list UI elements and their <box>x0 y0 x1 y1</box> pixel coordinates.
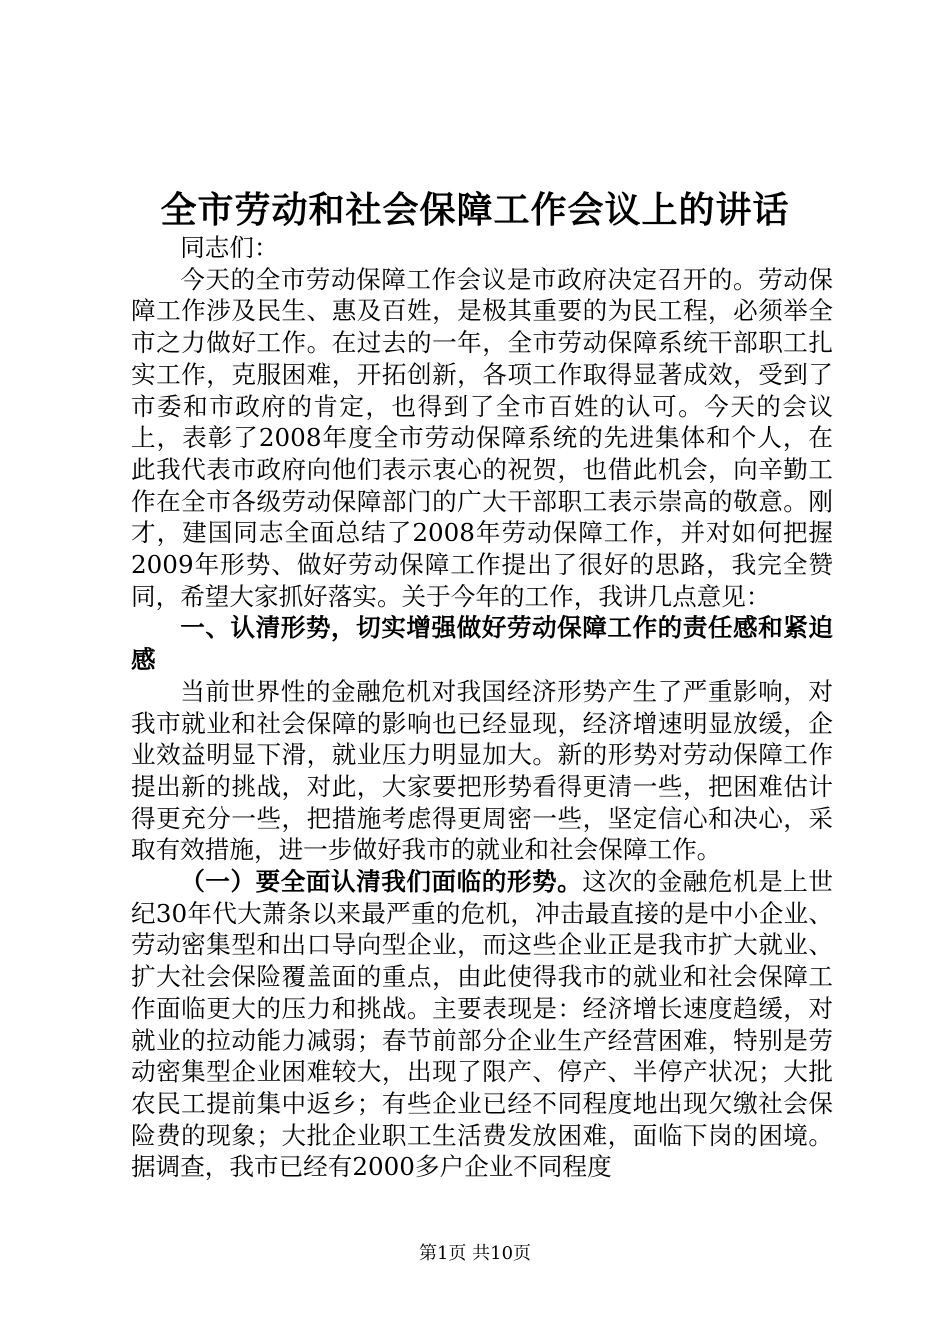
section-heading-1: 一、认清形势，切实增强做好劳动保障工作的责任感和紧迫感 <box>131 613 833 675</box>
document-title: 全市劳动和社会保障工作会议上的讲话 <box>160 189 790 231</box>
paragraph-subsection-1 <box>131 866 833 1183</box>
subsection-text: 这次的金融危机是上世纪30年代大萧条以来最严重的危机，冲击最直接的是中小企业、劳动密集型和出口导向型企业，而这些企业正是我市扩大就业、扩大社会保险覆盖面的重点，由此使得我市的就业和社会保障工作面临更大的压力和挑战。主要表现是：经济增长速度趋缓，对就业的拉动能力减弱；春节前部分企业生产经营困难，特别是劳动密集型企业困难较大，出现了限产、停产、半停产状况；大批农民工提前集中返乡；有些企业已经不同程度地出现欠缴社会保险费的现象；大批企业职工生活费发放困难，面临下岗的困境。据调查，我市已经有2000多户企业不同程度 <box>131 867 833 1182</box>
paragraph-situation: 当前世界性的金融危机对我国经济形势产生了严重影响，对我市就业和社会保障的影响也已经显现，经济增速明显放缓，企业效益明显下滑，就业压力明显加大。新的形势对劳动保障工作提出新的挑战，对此，大家要把形势看得更清一些，把困难估计得更充分一些，把措施考虑得更周密一些，坚定信心和决心，采取有效措施，进一步做好我市的就业和社会保障工作。 <box>131 676 833 865</box>
greeting: 同志们： <box>180 233 279 262</box>
subsection-heading: （一）要全面认清我们面临的形势。 <box>180 867 583 897</box>
page-number-footer: 第1页 共10页 <box>418 1243 532 1264</box>
document-body <box>131 232 833 1183</box>
paragraph-intro: 今天的全市劳动保障工作会议是市政府决定召开的。劳动保障工作涉及民生、惠及百姓，是极其重要的为民工程，必须举全市之力做好工作。在过去的一年，全市劳动保障系统干部职工扎实工作，克服困难，开拓创新，各项工作取得显著成效，受到了市委和市政府的肯定，也得到了全市百姓的认可。今天的会议上，表彰了2008年度全市劳动保障系统的先进集体和个人，在此我代表市政府向他们表示衷心的祝贺，也借此机会，向辛勤工作在全市各级劳动保障部门的广大干部职工表示崇高的敬意。刚才，建国同志全面总结了2008年劳动保障工作，并对如何把握2009年形势、做好劳动保障工作提出了很好的思路，我完全赞同，希望大家抓好落实。关于今年的工作，我讲几点意见： <box>131 264 833 611</box>
